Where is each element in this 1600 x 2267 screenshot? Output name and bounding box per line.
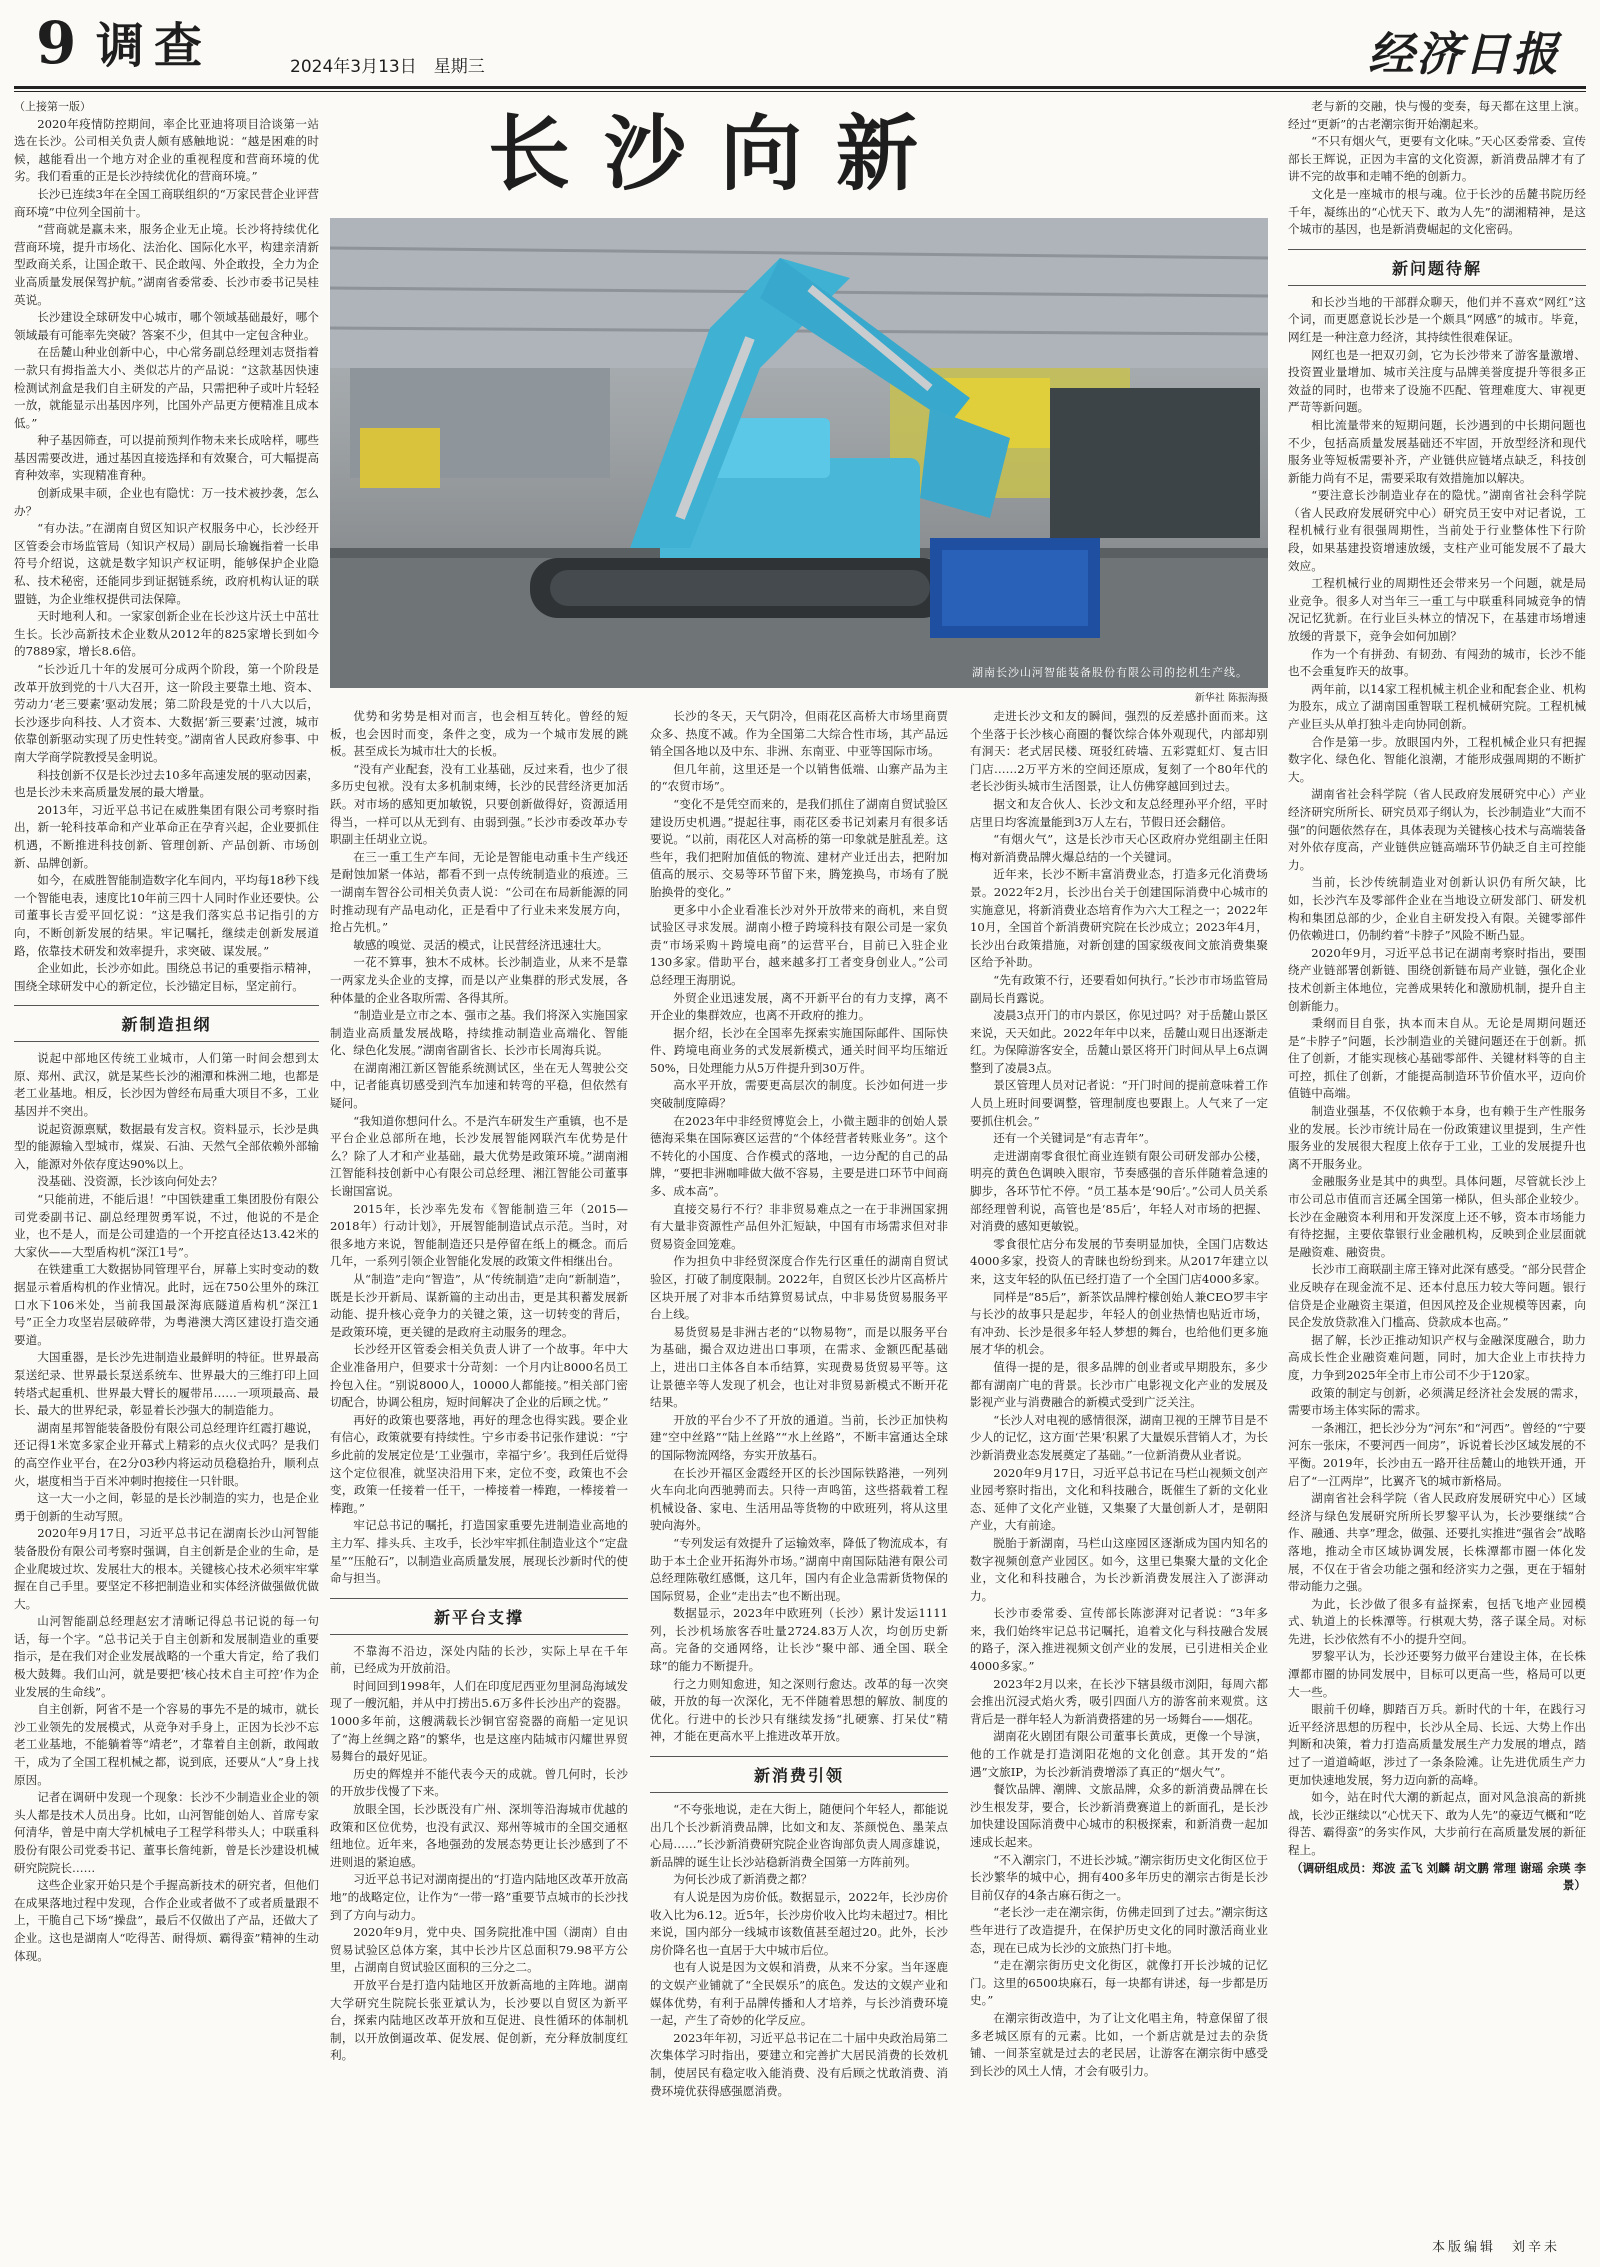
paragraph: “营商就是赢未来，服务企业无止境。长沙将持续优化营商环境，提升市场化、法治化、国际化水平，构建亲清新型政商关系，让国企敢干、民企敢闯、外企敢投，全力为企业高质量发展保驾护航。”湖南省委常委、长沙市委书记吴桂英说。 — [14, 222, 319, 307]
col4-body — [970, 708, 1268, 2080]
paragraph: 也有人说是因为文娱和消费，从来不分家。当年逐鹿的文娱产业铺就了“全民娱乐”的底色。发达的文娱产业和媒体优势，有利于品牌传播和人才培养，与长沙消费环境一起，产生了奇妙的化学反应。 — [650, 1960, 948, 2028]
paragraph: “老长沙一走在潮宗街，仿佛走回到了过去。”潮宗街这些年进行了改造提升，在保护历史文化的同时激活商业业态，现在已成为长沙的文旅热门打卡地。 — [970, 1905, 1268, 1955]
paragraph: “没有产业配套，没有工业基础，反过来看，也少了很多历史包袱。没有太多机制束缚，长沙的民营经济更加活跃。对市场的感知更加敏锐，只要创新做得好，资源适用得当，一样可以从无到有、由弱到强。”长沙市委改革办专职副主任胡业立说。 — [330, 761, 628, 847]
paragraph: 作为担负中非经贸深度合作先行区重任的湖南自贸试验区，打破了制度限制。2022年，自贸区长沙片区高桥片区块开展了对非本币结算贸易试点，中非易货贸易服务平台上线。 — [650, 1254, 948, 1322]
paragraph: 走进长沙文和友的瞬间，强烈的反差感扑面而来。这个坐落于长沙核心商圈的餐饮综合体外观现代，内部却别有洞天：老式居民楼、斑驳红砖墙、五彩霓虹灯、复古旧门店……2万平方米的空间还原成，复刻了一个80年代的老长沙街头城市生活图景，让人仿佛穿越回到过去。 — [970, 709, 1268, 794]
paragraph: 从“制造”走向“智造”，从“传统制造”走向“新制造”，既是长沙开新局、谋新篇的主动出击，更是其积蓄发展新动能、提升核心竞争力的关键之策，这一切转变的背后，是政策环境，更关键的是政府主动服务的理念。 — [330, 1272, 628, 1339]
paragraph: 2020年9月17日，习近平总书记在湖南长沙山河智能装备股份有限公司考察时强调，自主创新是企业的生命，是企业爬坡过坎、发展壮大的根本。关键核心技术必须牢牢掌握在自己手里。要坚定不移把制造业和实体经济做强做优做大。 — [14, 1526, 319, 1611]
paragraph: 合作是第一步。放眼国内外，工程机械企业只有把握数字化、绿色化、智能化浪潮，才能形成强周期的不断扩大。 — [1288, 734, 1586, 784]
paragraph: 在长沙开福区金霞经开区的长沙国际铁路港，一列列火车向北向西驰骋而去。只待一声鸣笛，这些搭载着工程机械设备、家电、生活用品等货物的中欧班列，将从这里驶向海外。 — [650, 1465, 948, 1533]
paragraph: 长沙建设全球研发中心城市，哪个领域基础最好，哪个领域最有可能率先突破？答案不少，但其中一定包含种业。 — [14, 310, 319, 342]
paragraph: “不只有烟火气，更要有文化味。”天心区委常委、宣传部长王辉说，正因为丰富的文化资源，新消费品牌才有了讲不完的故事和走哺不绝的创新力。 — [1288, 134, 1586, 184]
paragraph: 不靠海不沿边，深处内陆的长沙，实际上早在千年前，已经成为开放前沿。 — [330, 1643, 628, 1676]
col1-body-2 — [14, 1050, 319, 1965]
paragraph: 在三一重工生产车间，无论是智能电动重卡生产线还是耐蚀加紧一体站，都看不到一点传统制造业的痕迹。三一湖南车智谷公司相关负责人说：“公司在布局新能源的同时推动现有产品电动化，正是看中了行业未来发展方向，抢占先机。” — [330, 849, 628, 935]
paragraph: 在铁建重工大数据协同管理平台，屏幕上实时变动的数据显示着盾构机的作业情况。此时，远在750公里外的珠江口水下106米处，当前我国最深海底隧道盾构机“深江1号”正全力攻坚岩层破碎带，为粤港澳大湾区建设打造交通要道。 — [14, 1262, 319, 1347]
paragraph: 零食很忙店分布发展的节奏明显加快，全国门店数达4000多家，投资人的青睐也纷纷到来。从2017年建立以来，这支年轻的队伍已经打造了一个全国门店4000多家。 — [970, 1236, 1268, 1286]
paragraph: “走在潮宗街历史文化街区，就像打开长沙城的记忆门。这里的6500块麻石，每一块都有讲述，每一步都是历史。” — [970, 1958, 1268, 2008]
paragraph: 湖南星邦智能装备股份有限公司总经理许红霞打趣说，还记得1米宽多家企业开幕式上精彩的点火仪式吗？是我们的高空作业平台，在2分03秒内将运动员稳稳抬升，顺利点火，堪度相当于百米冲刺时抱接住一只针眼。 — [14, 1420, 319, 1488]
paragraph: “有办法。”在湖南自贸区知识产权服务中心，长沙经开区管委会市场监管局（知识产权局）副局长瑜巍指着一长串符号介绍说，这就是数字知识产权证明，能够保护企业隐私、技术秘密，还能同步到证据链系统，政府机构认证的联盟链，为企业维权提供司法保障。 — [14, 521, 319, 606]
paragraph: 历史的辉煌并不能代表今天的成就。曾几何时，长沙的开放步伐慢了下来。 — [330, 1766, 628, 1799]
subhead-new-platform: 新平台支撑 — [330, 1598, 628, 1635]
paragraph: 制造业强基，不仅依赖于本身，也有赖于生产性服务业的发展。长沙市统计局在一份政策建议里提到，生产性服务业的发展很大程度上依存于工业，工业的发展提升也离不开服务业。 — [1288, 1104, 1586, 1171]
paragraph: 企业如此，长沙亦如此。围绕总书记的重要指示精神，围绕全球研发中心的新定位，长沙锚定目标，坚定前行。 — [14, 961, 319, 993]
paragraph: “专列发运有效提升了运输效率，降低了物流成本，有助于本土企业开拓海外市场。”湖南中南国际陆港有限公司总经理陈敬红感慨，这几年，国内有企业急需新货物保的国际贸易，企业“走出去”也不断出现。 — [650, 1535, 948, 1603]
paragraph: 为此，长沙做了很多有益探索，包括飞地产业园模式、轨道上的长株潭等。行棋观大势，落子谋全局。对标先进，长沙依然有不小的提升空间。 — [1288, 1596, 1586, 1646]
paragraph: 数据显示，2023年中欧班列（长沙）累计发运1111列，长沙机场旅客吞吐量2724.83万人次，均创历史新高。完备的交通网络，让长沙“聚中部、通全国、联全球”的能力不断提升。 — [650, 1606, 948, 1674]
paragraph: 脱胎于新湖南，马栏山这座园区逐渐成为国内知名的数字视频创意产业园区。如今，这里已集聚大量的文化企业，文化和科技融合，为长沙新消费发展注入了澎湃动力。 — [970, 1535, 1268, 1603]
subhead-new-consumption: 新消费引领 — [650, 1756, 948, 1793]
header-rule — [14, 86, 1586, 89]
masthead — [0, 0, 1600, 88]
paragraph: 放眼全国，长沙既没有广州、深圳等沿海城市优越的政策和区位优势，也没有武汉、郑州等城市的全国交通枢纽地位。近年来，各地强劲的发展态势更让长沙感到了不进则退的紧迫感。 — [330, 1802, 628, 1869]
paragraph: 为何长沙成了新消费之都？ — [673, 1872, 813, 1887]
paragraph: 罗黎平认为，长沙还要努力做平台建设主体，在长株潭都市圈的协同发展中，目标可以更高一些，格局可以更大一些。 — [1288, 1649, 1586, 1699]
col6-body-2 — [1288, 294, 1586, 1860]
paragraph: 天时地利人和。一家家创新企业在长沙这片沃土中茁壮生长。长沙高新技术企业数从2012年的825家增长到如今的7889家，增长8.6倍。 — [14, 609, 319, 659]
paragraph: 金融服务业是其中的典型。具体问题，尽管就长沙上市公司总市值而言还属全国第一梯队，但头部企业较少。长沙在金融资本利用和开发深度上还不够，资本市场能力有待挖掘，主要依靠银行业金融机构，反映到企业层面就是融资难、融资贵。 — [1288, 1174, 1586, 1259]
paragraph: 在岳麓山种业创新中心，中心常务副总经理刘志贤指着一款只有拇指盖大小、类似芯片的产品说：“这款基因快速检测试剂盒是我们自主研发的产品，只需把种子或叶片轻轻一放，就能显示出基因序列，比国外产品更方便精准且成本低。” — [14, 345, 319, 430]
paragraph: 优势和劣势是相对而言，也会相互转化。曾经的短板，也会因时而变，条件之变，成为一个城市发展的跳板。甚至成长为城市壮大的长板。 — [330, 709, 628, 759]
paragraph: 相比流量带来的短期问题，长沙遇到的中长期问题也不少，包括高质量发展基础还不牢固，开放型经济和现代服务业等短板需要补齐，产业链供应链堵点缺乏，科技创新能力尚有不足，需要采取有效措施加以解决。 — [1288, 417, 1586, 485]
col3-body — [650, 708, 948, 1746]
paragraph: “有烟火气”，这是长沙市天心区政府办党组副主任阳梅对新消费品牌火爆总结的一个关键词。 — [970, 832, 1268, 864]
paragraph: 2020年9月，党中央、国务院批准中国（湖南）自由贸易试验区总体方案，其中长沙片区总面积79.98平方公里，占湖南自贸试验区面积的三分之二。 — [330, 1925, 628, 1975]
paragraph: 自主创新，阿省不是一个容易的事先不是的城市，就长沙工业领先的发展模式，从竞争对手身上，正因为长沙不忘老工业基地，不能躺着等“靖老”，才靠着自主创新，敢闯敢干，成为了全国工程机械之都，说到底，还要从“人”身上找原因。 — [14, 1702, 319, 1787]
paragraph: 凌晨3点开门的市内景区，你见过吗？对于岳麓山景区来说，天天如此。2022年年中以来，岳麓山观日出逐渐走红。为保障游客安全，岳麓山景区将开门时间从早上6点调整到了凌晨3点。 — [970, 1008, 1268, 1075]
col3-body-2 — [650, 1801, 948, 2100]
subhead-new-problems: 新问题待解 — [1288, 249, 1586, 286]
paragraph: 一条湘江，把长沙分为“河东”和“河西”。曾经的“宁要河东一张床，不要河西一间房”，诉说着长沙区域发展的不平衡。2019年，长沙由五一路开往岳麓山的地铁开通，开启了“一江两岸”，比翼齐飞的城市新格局。 — [1288, 1420, 1586, 1488]
paragraph: “长沙人对电视的感情很深，湖南卫视的王牌节目是不少人的记忆，这方面‘芒果’积累了大量娱乐营销人才，为长沙新消费业态发展奠定了基础。”一位新消费从业者说。 — [970, 1412, 1268, 1462]
paragraph: 种子基因筛查，可以提前预判作物未来长成啥样，哪些基因需要改进，通过基因直接选择和有效聚合，可大幅提高育种效率，实现精准育种。 — [14, 433, 319, 483]
paragraph: 文化是一座城市的根与魂。位于长沙的岳麓书院历经千年，凝练出的“心忧天下、敢为人先”的湖湘精神，是这个城市的基因，也是新消费崛起的文化密码。 — [1288, 186, 1586, 237]
paragraph: 走进湖南零食很忙商业连锁有限公司研发部办公楼，明亮的黄色色调映入眼帘，节奏感强的音乐伴随着急速的脚步，各环节忙不停。“员工基本是‘90后’。”公司人员关系部经理曾利说，高管也是‘85后’，年轻人对市场的把握、对消费的感知更敏锐。 — [970, 1148, 1268, 1234]
column-3 — [650, 708, 948, 2253]
paragraph: 长沙的冬天，天气阴冷，但雨花区高桥大市场里商贾众多、热度不减。作为全国第二大综合性市场，其产品远销全国各地以及中东、非洲、东南亚、中亚等国际市场。 — [650, 709, 948, 759]
paragraph: 大国重器，是长沙先进制造业最鲜明的特征。世界最高泵送纪录、世界最长泵送系统车、世界最大的三维打印上回转塔式起重机、世界最大臂长的履带吊……一项项最高、最长、最大的世界纪录，彰显着长沙强大的制造能力。 — [14, 1350, 319, 1418]
paragraph: 更多中小企业看准长沙对外开放带来的商机，来自贸试验区寻求发展。湖南小橙子跨境科技有限公司是一家负责“市场采购＋跨境电商”的运营平台，目前已入驻企业130多家。借助平台，越来越多打工者变身创业人。”公司总经理王海朋说。 — [650, 902, 948, 987]
paragraph: 在湖南湘江新区智能系统测试区，坐在无人驾驶公交中，记者能真切感受到汽车加速和转弯的平稳，但依然有疑问。 — [330, 1060, 628, 1111]
page-number: 9 — [36, 9, 77, 77]
paragraph: 湖南省社会科学院（省人民政府发展研究中心）区域经济与绿色发展研究所所长罗黎平认为，长沙要继续“合作、融通、共享”理念，做强、还要扎实推进“强省会”战略落地，推动全市区域协调发展，长株潭都市圈一体化发展，不仅在于省会功能之强和经济实力之强，更在于辐射带动能力之强。 — [1288, 1491, 1586, 1594]
paragraph: 在2023年中非经贸博览会上，小微主题非的创始人景德海采集在国际赛区运营的“个体经营者转账业务”。这个不转化的小国度、合作模式的落地，一边分配的自己的品牌，“要把非洲咖啡做大做不容易，主要是进口环节中间商多、成本高”。 — [650, 1113, 948, 1199]
feature-photo — [330, 218, 1268, 688]
paragraph: 这一大一小之间，彰显的是长沙制造的实力，也是企业勇于创新的生动写照。 — [14, 1491, 319, 1523]
newspaper-logo: 经济日报 — [1368, 27, 1560, 81]
col6-body — [1288, 98, 1586, 239]
photo-caption: 湖南长沙山河智能装备股份有限公司的挖机生产线。 — [972, 666, 1248, 679]
paragraph: 但几年前，这里还是一个以销售低端、山寨产品为主的“农贸市场”。 — [650, 761, 948, 794]
column-4 — [970, 708, 1268, 2253]
paragraph: 2013年，习近平总书记在威胜集团有限公司考察时指出，新一轮科技革命和产业革命正在孕育兴起，企业要抓住机遇，不断推进科技创新、管理创新、产品创新、市场创新、品牌创新。 — [14, 802, 319, 870]
paragraph: 和长沙当地的干部群众聊天，他们并不喜欢“网红”这个词，而更愿意说长沙是一个颇具“网感”的城市。毕竟，网红是一种注意力经济，其持续性很难保证。 — [1288, 294, 1586, 344]
paragraph: “先有政策不行，还要看如何执行。”长沙市市场监管局副局长肖露说。 — [970, 972, 1268, 1005]
paragraph: 2020年9月，习近平总书记在湖南考察时指出，要围绕产业链部署创新链、围绕创新链布局产业链，强化企业技术创新主体地位，完善成果转化和激励机制，提升自主创新能力。 — [1288, 945, 1586, 1013]
paragraph: 外贸企业迅速发展，离不开新平台的有力支撑，离不开企业的集群效应，也离不开政府的推力。 — [650, 990, 948, 1023]
paragraph: 长沙已连续3年在全国工商联组织的“万家民营企业评营商环境”中位列全国前十。 — [14, 186, 319, 219]
paragraph: 再好的政策也要落地，再好的理念也得实践。要企业有信心，政策就要有持续性。宁乡市委书记张作建说：“宁乡此前的发展定位是‘工业强市，幸福宁乡’。我到任后觉得这个定位很准，就坚决沿用下来，定位不变，政策也不会变，政策一任接着一任干，一棒接着一棒跑，一棒接着一棒跑。” — [330, 1412, 628, 1515]
column-2 — [330, 708, 628, 2253]
research-team: （调研组成员：郑波 孟飞 刘麟 胡文鹏 常理 谢瑶 余瑛 李景） — [1291, 1860, 1586, 1893]
paragraph: 近年来，长沙不断丰富消费业态，打造多元化消费场景。2022年2月，长沙出台关于创建国际消费中心城市的实施意见，将新消费业态培育作为六大工程之一；2022年10月，全国首个新消费研究院在长沙成立；2023年4月，长沙出台政策措施，对新创建的国家级夜间文旅消费集聚区给予补助。 — [970, 867, 1268, 970]
paragraph: 记者在调研中发现一个现象：长沙不少制造业企业的领头人都是技术人员出身。比如，山河智能创始人、首席专家何清华，曾是中南大学机械电子工程学科带头人；中联重科股份有限公司党委书记、董事长詹纯新，曾是长沙建设机械研究院院长…… — [14, 1790, 319, 1875]
excavator-factory-image — [330, 218, 1268, 688]
paragraph: 科技创新不仅是长沙过去10多年高速发展的驱动因素，也是长沙未来高质量发展的最大增量。 — [14, 767, 319, 800]
paragraph: 如今，在威胜智能制造数字化车间内，平均每18秒下线一个智能电表，速度比10年前三四十人同时作业还要快。公司董事长吉爱平回忆说：“这是我们落实总书记指引的方向，不断创新发展的结果。牢记嘱托，继续走创新发展道路，依靠技术研发和效率提升，求突破、谋发展。” — [14, 873, 319, 958]
paragraph: 高水平开放，需要更高层次的制度。长沙如何进一步突破制度障碍？ — [650, 1078, 948, 1111]
paragraph: 在潮宗街改造中，为了让文化唱主角，特意保留了很多老城区原有的元素。比如，一个新店就是过去的杂货铺、一间茶室就是过去的老民居，让游客在潮宗街中感受到长沙的风土人情，才会有吸引力。 — [970, 2010, 1268, 2078]
paragraph: 2020年9月17日，习近平总书记在马栏山视频文创产业园考察时指出，文化和科技融合，既催生了新的文化业态、延伸了文化产业链，又集聚了大量创新人才，是朝阳产业，大有前途。 — [970, 1465, 1268, 1533]
paragraph: 说起中部地区传统工业城市，人们第一时间会想到太原、郑州、武汉，就是某些长沙的湘潭和株洲二地，也都是老工业基地。相反，长沙因为曾经布局重大项目不多，工业基因并不突出。 — [14, 1051, 319, 1119]
paragraph: 牢记总书记的嘱托，打造国家重要先进制造业高地的主力军、排头兵、主攻手，长沙牢牢抓住制造业这个“定盘星”“压舱石”，以制造业高质量发展，展现长沙新时代的使命与担当。 — [330, 1518, 628, 1586]
paragraph: 作为一个有拼劲、有韧劲、有闯劲的城市，长沙不能也不会重复昨天的故事。 — [1288, 646, 1586, 679]
paragraph: “只能前进，不能后退！”中国铁建重工集团股份有限公司党委副书记、副总经理贺勇军说，不过，他说的不是企业，也不是人，而是公司建造的一个开挖直径达13.42米的大家伙——大型盾构机“深江1号”。 — [14, 1192, 319, 1259]
issue-date: 2024年3月13日 星期三 — [290, 57, 485, 77]
paragraph: 工程机械行业的周期性还会带来另一个问题，就是局业竞争。很多人对当年三一重工与中联重科同城竞争的情况记忆犹新。在行业巨头林立的情况下，在基建市场增速放缓的背景下，竞争会如何加剧？ — [1288, 576, 1586, 644]
col2-body-2 — [330, 1643, 628, 2065]
paragraph: 湖南省社会科学院（省人民政府发展研究中心）产业经济研究所所长、研究员邓子纲认为，长沙制造业“大而不强”的问题依然存在，具体表现为关键核心技术与高端装备对外依存度高，产业链供应链高端环节仍缺乏自主可控能力。 — [1288, 787, 1586, 872]
paragraph: 秉纲而目自张，执本而末自从。无论是周期问题还是“卡脖子”问题，长沙制造业的关键问题还在于创新。抓住了创新，才能实现核心基础零部件、关键材料等的自主可控，抓住了创新，才能提高制造环节价值水平，迈向价值链中高端。 — [1288, 1016, 1586, 1101]
paragraph: 一花不算事，独木不成林。长沙制造业，从来不是靠一两家龙头企业的支撑，而是以产业集群的形式发展，各种体量的企业各取所需、各得其所。 — [330, 955, 628, 1005]
paragraph: 政策的制定与创新，必须满足经济社会发展的需求，需要市场主体实际的需求。 — [1288, 1385, 1586, 1418]
paragraph: 同样是“85后”，新茶饮品牌柠檬创始人兼CEO罗丰宇与长沙的故事只是起步，年轻人的创业热情也贴近市场，有冲劲、长沙是很多年轻人梦想的舞台，也给他们更多施展才华的机会。 — [970, 1289, 1268, 1357]
paragraph: “制造业是立市之本、强市之基。我们将深入实施国家制造业高质量发展战略，持续推动制造业高端化、智能化、绿色化发展。”湖南省副省长、长沙市长周海兵说。 — [330, 1008, 628, 1058]
section-title: 调查 — [96, 18, 213, 74]
paragraph: “不入潮宗门，不进长沙城。”潮宗街历史文化街区位于长沙繁华的城中心，拥有400多年历史的潮宗古街是长沙目前仅存的4条古麻石街之一。 — [970, 1852, 1268, 1902]
paragraph: 山河智能副总经理赵宏才清晰记得总书记说的每一句话，每一个字。“总书记关于自主创新和发展制造业的重要指示，是在我们对企业发展战略的一个重大肯定，给了我们极大鼓舞。我们山河，就是要把‘核心技术自主可控’作为企业发展的生命线”。 — [14, 1614, 319, 1699]
paragraph: 时间回到1998年，人们在印度尼西亚勿里洞岛海域发现了一艘沉船，并从中打捞出5.6万多件长沙出产的瓷器。1000多年前，这艘满载长沙铜官窑瓷器的商船一定见识了“海上丝绸之路”的繁华，也是这座内陆城市闪耀世界贸易舞台的最好见证。 — [330, 1678, 628, 1764]
paragraph: “长沙近几十年的发展可分成两个阶段，第一个阶段是改革开放到党的十八大召开，这一阶段主要靠土地、资本、劳动力‘老三要素’驱动发展；第二阶段是党的十八大以后，长沙逐步向科技、人才资本、大数据‘新三要素’过渡，城市依靠创新驱动实现了历史性转变。”湖南省人民政府参事、中南大学商学院教授吴金明说。 — [14, 662, 319, 764]
paragraph: 长沙市委常委、宣传部长陈澎湃对记者说：“3年多来，我们始终牢记总书记嘱托，追着文化与科技融合发展的路子，深入推进视频文创产业的发展，已引进相关企业4000多家。” — [970, 1606, 1268, 1674]
paragraph: 长沙市工商联副主席王锋对此深有感受。“部分民营企业反映存在现金流不足、还本付息压力较大等问题。银行信贷是企业融资主渠道，但因风控及企业规模等因素，向民企发放贷款准入门槛高、贷款成本也高。” — [1288, 1262, 1586, 1330]
paragraph: 说起资源禀赋，数据最有发言权。资料显示，长沙是典型的能源输入型城市，煤炭、石油、天然气全部依赖外部输入，能源对外依存度达90%以上。 — [14, 1121, 319, 1171]
photo-credit: 新华社 陈振海摄 — [1194, 693, 1268, 704]
paragraph: “我知道你想问什么。不是汽车研发生产重镇，也不是平台企业总部所在地，长沙发展智能网联汽车优势是什么？除了人才和产业基础，最大优势是政策环境。”湖南湘江智能科技创新中心有限公司总经理、湘江智能公司董事长谢国富说。 — [330, 1113, 628, 1199]
paragraph: 2020年疫情防控期间，率企比亚迪将项目洽谈第一站选在长沙。公司相关负责人颇有感触地说：“越是困难的时候，越能看出一个地方对企业的重视程度和营商环境的优劣。我们看重的正是长沙持续优化的营商环境。” — [14, 116, 319, 184]
paragraph: “不夸张地说，走在大街上，随便问个年轻人，都能说出几个长沙新消费品牌，比如文和友、茶颜悦色、墨茉点心局……”长沙新消费研究院企业咨询部负责人周彦雄说，新品牌的诞生让长沙站稳新消费全国第一方阵前列。 — [650, 1802, 948, 1869]
paragraph: 习近平总书记对湖南提出的“打造内陆地区改革开放高地”的战略定位，让作为“一带一路”重要节点城市的长沙找到了方向与动力。 — [330, 1872, 628, 1922]
column-1 — [14, 98, 319, 2253]
paragraph: 老与新的交融，快与慢的变奏，每天都在这里上演。经过“更新”的古老潮宗街开始潮起来。 — [1288, 99, 1586, 131]
paragraph: 当前，长沙传统制造业对创新认识仍有所欠缺，比如，长沙汽车及零部件企业在当地设立研发部门、研发机构和集团总部的少，企业自主研发投入有限。关键零部件仍依赖进口，仍制约着“卡脖子”风险不断凸显。 — [1288, 875, 1586, 943]
paragraph: 开放的平台少不了开放的通道。当前，长沙正加快构建“空中丝路”“陆上丝路”“水上丝路”，不断丰富通达全球的国际物流网络，夯实开放基石。 — [650, 1412, 948, 1462]
col2-body — [330, 708, 628, 1588]
paragraph: 还有一个关键词是“有志青年”。 — [993, 1131, 1156, 1146]
header-rule-thin — [14, 91, 1586, 92]
paragraph: 据介绍，长沙在全国率先探索实施国际邮件、国际快件、跨境电商业务的式发展新模式，通关时间平均压缩近50%，日处理能力从5万件提升到30万件。 — [650, 1025, 948, 1075]
paragraph: 湖南花火剧团有限公司董事长黄成，更像一个导演，他的工作就是打造浏阳花炮的文化创意。其开发的“焰遇”文旅IP，为长沙新消费增添了真正的“烟火气”。 — [970, 1729, 1268, 1779]
paragraph: 值得一提的是，很多品牌的创业者或早期股东，多少都有湖南广电的背景。长沙市广电影视文化产业的发展及影视产业与消费融合的新模式受到广泛关注。 — [970, 1359, 1268, 1410]
continued-note: （上接第一版） — [14, 100, 91, 113]
page-headline: 长沙向新 — [487, 106, 952, 202]
paragraph: 2015年，长沙率先发布《智能制造三年（2015—2018年）行动计划》，开展智能制造试点示范。当时，对很多地方来说，智能制造还只是停留在纸上的概念。而后几年，一系列引领企业智能化发展的政策文件相继出台。 — [330, 1201, 628, 1269]
paragraph: 据了解，长沙正推动知识产权与金融深度融合，助力高成长性企业融资难问题，同时，加大企业上市扶持力度，力争到2025年全市上市公司不少于120家。 — [1288, 1332, 1586, 1382]
paragraph: 网红也是一把双刃剑，它为长沙带来了游客量激增、投资置业量增加、城市关注度与品牌美誉度提升等很多正效益的同时，也带来了设施不匹配、管理难度大、审视更严苛等新问题。 — [1288, 347, 1586, 415]
paragraph: 2023年2月以来，在长沙下辖县级市浏阳，每周六都会推出沉浸式焰火秀，吸引四面八方的游客前来观赏。这背后是一群年轻人为新消费搭建的另一场舞台——烟花。 — [970, 1676, 1268, 1726]
paragraph: 敏感的嗅觉、灵活的模式，让民营经济迅速壮大。 — [353, 937, 609, 952]
paragraph: 没基础、没资源，长沙该向何处去？ — [37, 1174, 223, 1189]
paragraph: 行之力则知愈进，知之深则行愈达。改革的每一次突破，开放的每一次深化，无不伴随着思想的解放、制度的优化。行进中的长沙只有继续发扬“扎硬寨、打呆仗”精神，才能在更高水平上推进改革开放。 — [650, 1676, 948, 1744]
paragraph: 易货贸易是非洲古老的“以物易物”，而是以服务平台为基础，撮合双边进出口事项，在需求、金额匹配基础上，进出口主体各自本币结算，实现费易货贸易平等。这让景德辛等人发现了机会，也让对非贸易新模式不断开花结果。 — [650, 1324, 948, 1410]
paragraph: 眼前千仞峰，脚踏百万兵。新时代的十年，在践行习近平经济思想的历程中，长沙从全局、长远、大势上作出判断和决策，着力打造高质量发展生产力发展的增点，踏过了一道道崎岖，涉过了一条条险滩。让先进优质生产力更加快速地发展，努力迈向新的高峰。 — [1288, 1702, 1586, 1787]
subhead-new-manufacturing: 新制造担纲 — [14, 1005, 319, 1042]
paragraph: 这些企业家开始只是个手握高新技术的研究者，但他们在成果落地过程中发现，合作企业或者做不了或者质量跟不上，干脆自己下场“操盘”，最后不仅做出了产品，还做大了企业。这也是湖南人“吃得苦、耐得烦、霸得蛮”精神的生动体现。 — [14, 1878, 319, 1963]
paragraph: 餐饮品牌、潮牌、文旅品牌，众多的新消费品牌在长沙生根发芽，要合，长沙新消费赛道上的新面孔，是长沙加快建设国际消费中心城市的积极探索，和新消费一起加速成长起来。 — [970, 1782, 1268, 1849]
paragraph: 两年前，以14家工程机械主机企业和配套企业、机构为股东，成立了湖南国重智联工程机械研究院。工程机械产业巨头从单打独斗走向协同创新。 — [1288, 681, 1586, 731]
paragraph: 长沙经开区管委会相关负责人讲了一个故事。年中大企业准备用户，但要求十分苛刻：一个月内让8000名员工拎包入住。“别说8000人，10000人都能接。”相关部门密切配合，协调公租房，短时间解决了企业的后顾之忧。” — [330, 1342, 628, 1410]
paragraph: 直接交易行不行？非非贸易难点之一在于非洲国家拥有大量非资源性产品但外汇短缺，中国有市场需求但对非贸易资金回笼难。 — [650, 1201, 948, 1251]
paragraph: 开放平台是打造内陆地区开放新高地的主阵地。湖南大学研究生院院长张亚斌认为，长沙要以自贸区为新平台，探索内陆地区改革开放和互促进、良性循环的体制机制，以开放倒逼改革、促发展、促创新，充分释放制度红利。 — [330, 1977, 628, 2063]
paragraph: 据文和友合伙人、长沙文和友总经理孙平介绍，平时店里日均客流量能到3万人左右，节假日还会翻倍。 — [970, 796, 1268, 829]
paragraph: “要注意长沙制造业存在的隐忧。”湖南省社会科学院（省人民政府发展研究中心）研究员王安中对记者说，工程机械行业有很强周期性，当前处于行业整体性下行阶段，如果基建投资增速放缓，支柱产业可能发展不了最大效应。 — [1288, 488, 1586, 573]
page-editor: 本版编辑 刘辛未 — [1431, 2240, 1560, 2255]
paragraph: 创新成果丰硕，企业也有隐忧：万一技术被抄袭，怎么办？ — [14, 486, 319, 518]
paragraph: “变化不是凭空而来的，是我们抓住了湖南自贸试验区建设历史机遇。”提起往事，雨花区委书记刘素月有很多话要说。“以前，雨花区人对高桥的第一印象就是脏乱差。这些年，我们把附加值低的物流、建材产业迁出去，把附加值高的展示、交易等环节留下来，腾笼换鸟，市场有了脱胎换骨的变化。” — [650, 796, 948, 899]
column-6 — [1288, 98, 1586, 2228]
paragraph: 如今，站在时代大潮的新起点，面对风急浪高的新挑战，长沙正继续以“心忧天下、敢为人先”的豪迈气概和“吃得苦、霸得蛮”的务实作风，大步前行在高质量发展的新征程上。 — [1288, 1790, 1586, 1857]
paragraph: 2023年年初，习近平总书记在二十届中央政治局第二次集体学习时指出，要建立和完善扩大居民消费的长效机制，使居民有稳定收入能消费、没有后顾之忧敢消费、消费环境优获得感强愿消费。 — [650, 2030, 948, 2098]
paragraph: 有人说是因为房价低。数据显示，2022年，长沙房价收入比为6.12。近5年，长沙房价收入比均未超过7。相比来说，国内部分一线城市该数值甚至超过20。此外，长沙房价降名也一直居于大中城市后位。 — [650, 1890, 948, 1957]
paragraph: 景区管理人员对记者说：“开门时间的提前意味着工作人员上班时间要调整，管理制度也要跟上。人气来了一定要抓住机会。” — [970, 1078, 1268, 1128]
col1-body — [14, 116, 319, 996]
